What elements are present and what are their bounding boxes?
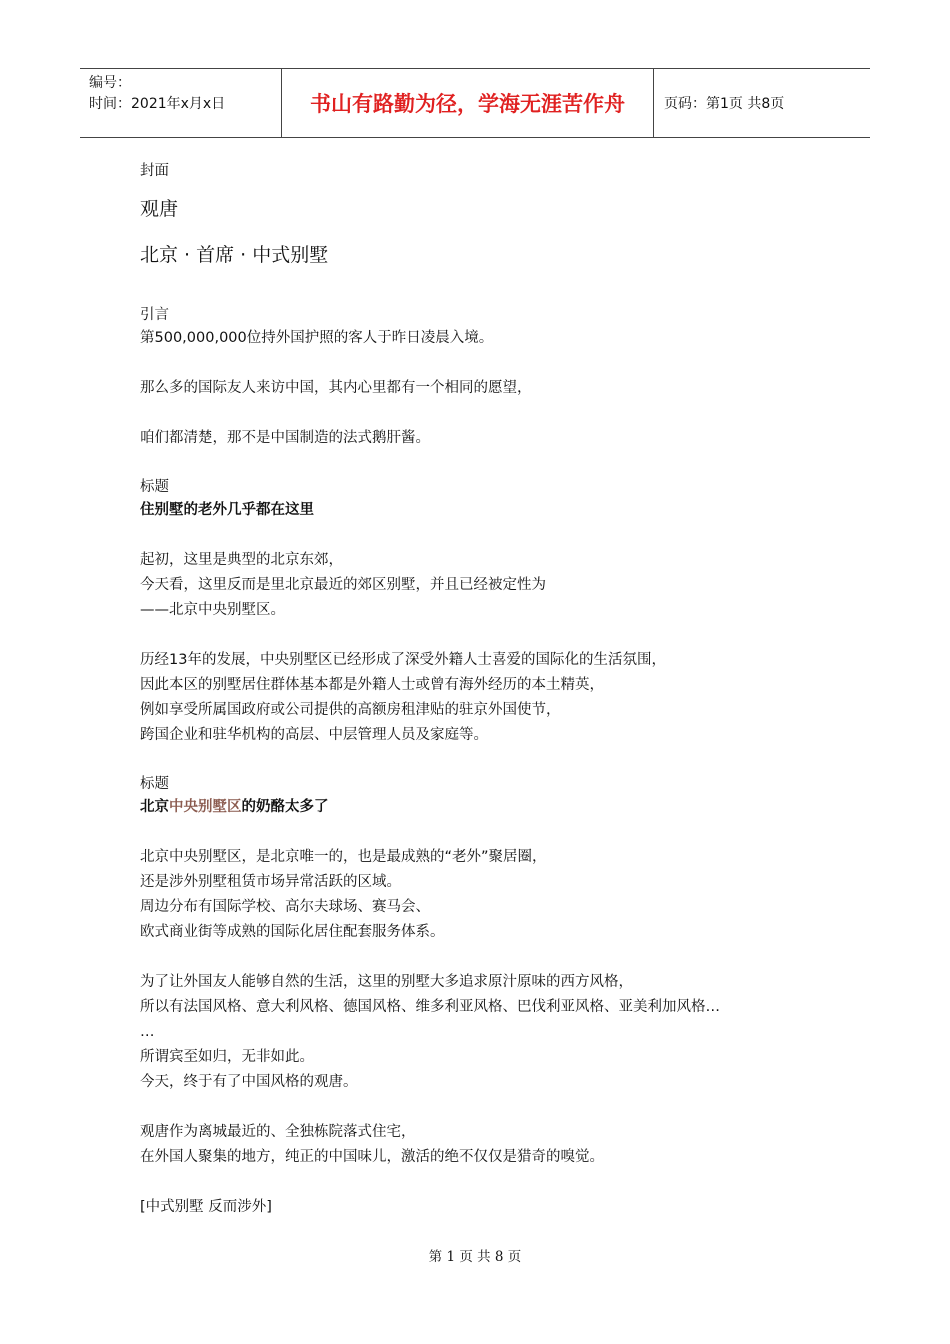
section2-line: 所谓宾至如归，无非如此。 bbox=[140, 1049, 314, 1065]
intro-line: 第500,000,000位持外国护照的客人于昨日凌晨入境。 bbox=[140, 330, 494, 346]
section2-line: 欧式商业街等成熟的国际化居住配套服务体系。 bbox=[140, 924, 445, 940]
section1-line: 跨国企业和驻华机构的高层、中层管理人员及家庭等。 bbox=[140, 727, 488, 743]
section2-heading bbox=[140, 795, 840, 820]
intro-label: 引言 bbox=[140, 307, 169, 323]
section1-heading: 住别墅的老外几乎都在这里 bbox=[140, 502, 314, 518]
section2-line: 周边分布有国际学校、高尔夫球场、赛马会、 bbox=[140, 899, 430, 915]
section1-label: 标题 bbox=[140, 479, 169, 495]
page-footer: 第 1 页 共 8 页 bbox=[428, 1249, 522, 1265]
section2-line: 还是涉外别墅租赁市场异常活跃的区域。 bbox=[140, 874, 401, 890]
date-label: 时间：2021年x月x日 bbox=[89, 96, 226, 112]
document-header bbox=[80, 68, 870, 138]
section1-line: 起初，这里是典型的北京东郊， bbox=[140, 552, 343, 568]
intro-line: 那么多的国际友人来访中国，其内心里都有一个相同的愿望， bbox=[140, 380, 532, 396]
section2-line: 北京中央别墅区，是北京唯一的，也是最成熟的“老外”聚居圈， bbox=[140, 849, 547, 865]
section2-line: 为了让外国友人能够自然的生活，这里的别墅大多追求原汁原味的西方风格， bbox=[140, 974, 633, 990]
section2-line: 观唐作为离城最近的、全独栋院落式住宅， bbox=[140, 1124, 416, 1140]
section1-line: 因此本区的别墅居住群体基本都是外籍人士或曾有海外经历的本土精英， bbox=[140, 677, 604, 693]
intro-line: 咱们都清楚，那不是中国制造的法式鹅肝酱。 bbox=[140, 430, 430, 446]
header-motto: 书山有路勤为径，学海无涯苦作舟 bbox=[282, 69, 654, 137]
section1-line: 例如享受所属国政府或公司提供的高额房租津贴的驻京外国使节， bbox=[140, 702, 561, 718]
section1-line: 历经13年的发展，中央别墅区已经形成了深受外籍人士喜爱的国际化的生活氛围， bbox=[140, 652, 666, 668]
heading-pre: 北京 bbox=[140, 799, 169, 815]
cover-subtitle: 北京 · 首席 · 中式别墅 bbox=[140, 244, 329, 266]
section2-line: 今天，终于有了中国风格的观唐。 bbox=[140, 1074, 358, 1090]
heading-post: 的奶酪太多了 bbox=[241, 799, 329, 815]
section2-line: 所以有法国风格、意大利风格、德国风格、维多利亚风格、巴伐利亚风格、亚美利加风格… bbox=[140, 999, 720, 1015]
document-body bbox=[140, 160, 840, 1220]
cover-title: 观唐 bbox=[140, 198, 179, 220]
cover-label: 封面 bbox=[140, 163, 169, 179]
heading-highlight: 中央别墅区 bbox=[169, 799, 242, 815]
header-meta bbox=[80, 69, 282, 137]
section2-line: 在外国人聚集的地方，纯正的中国味儿，激活的绝不仅仅是猎奇的嗅觉。 bbox=[140, 1149, 604, 1165]
section2-label: 标题 bbox=[140, 776, 169, 792]
section1-line: ——北京中央别墅区。 bbox=[140, 602, 285, 618]
section1-line: 今天看，这里反而是里北京最近的郊区别墅，并且已经被定性为 bbox=[140, 577, 546, 593]
section2-line: … bbox=[140, 1024, 155, 1040]
number-label: 编号： bbox=[89, 75, 131, 91]
header-page-label: 页码：第1页 共8页 bbox=[664, 96, 785, 112]
bracket-heading: [中式别墅 反而涉外] bbox=[140, 1199, 272, 1215]
